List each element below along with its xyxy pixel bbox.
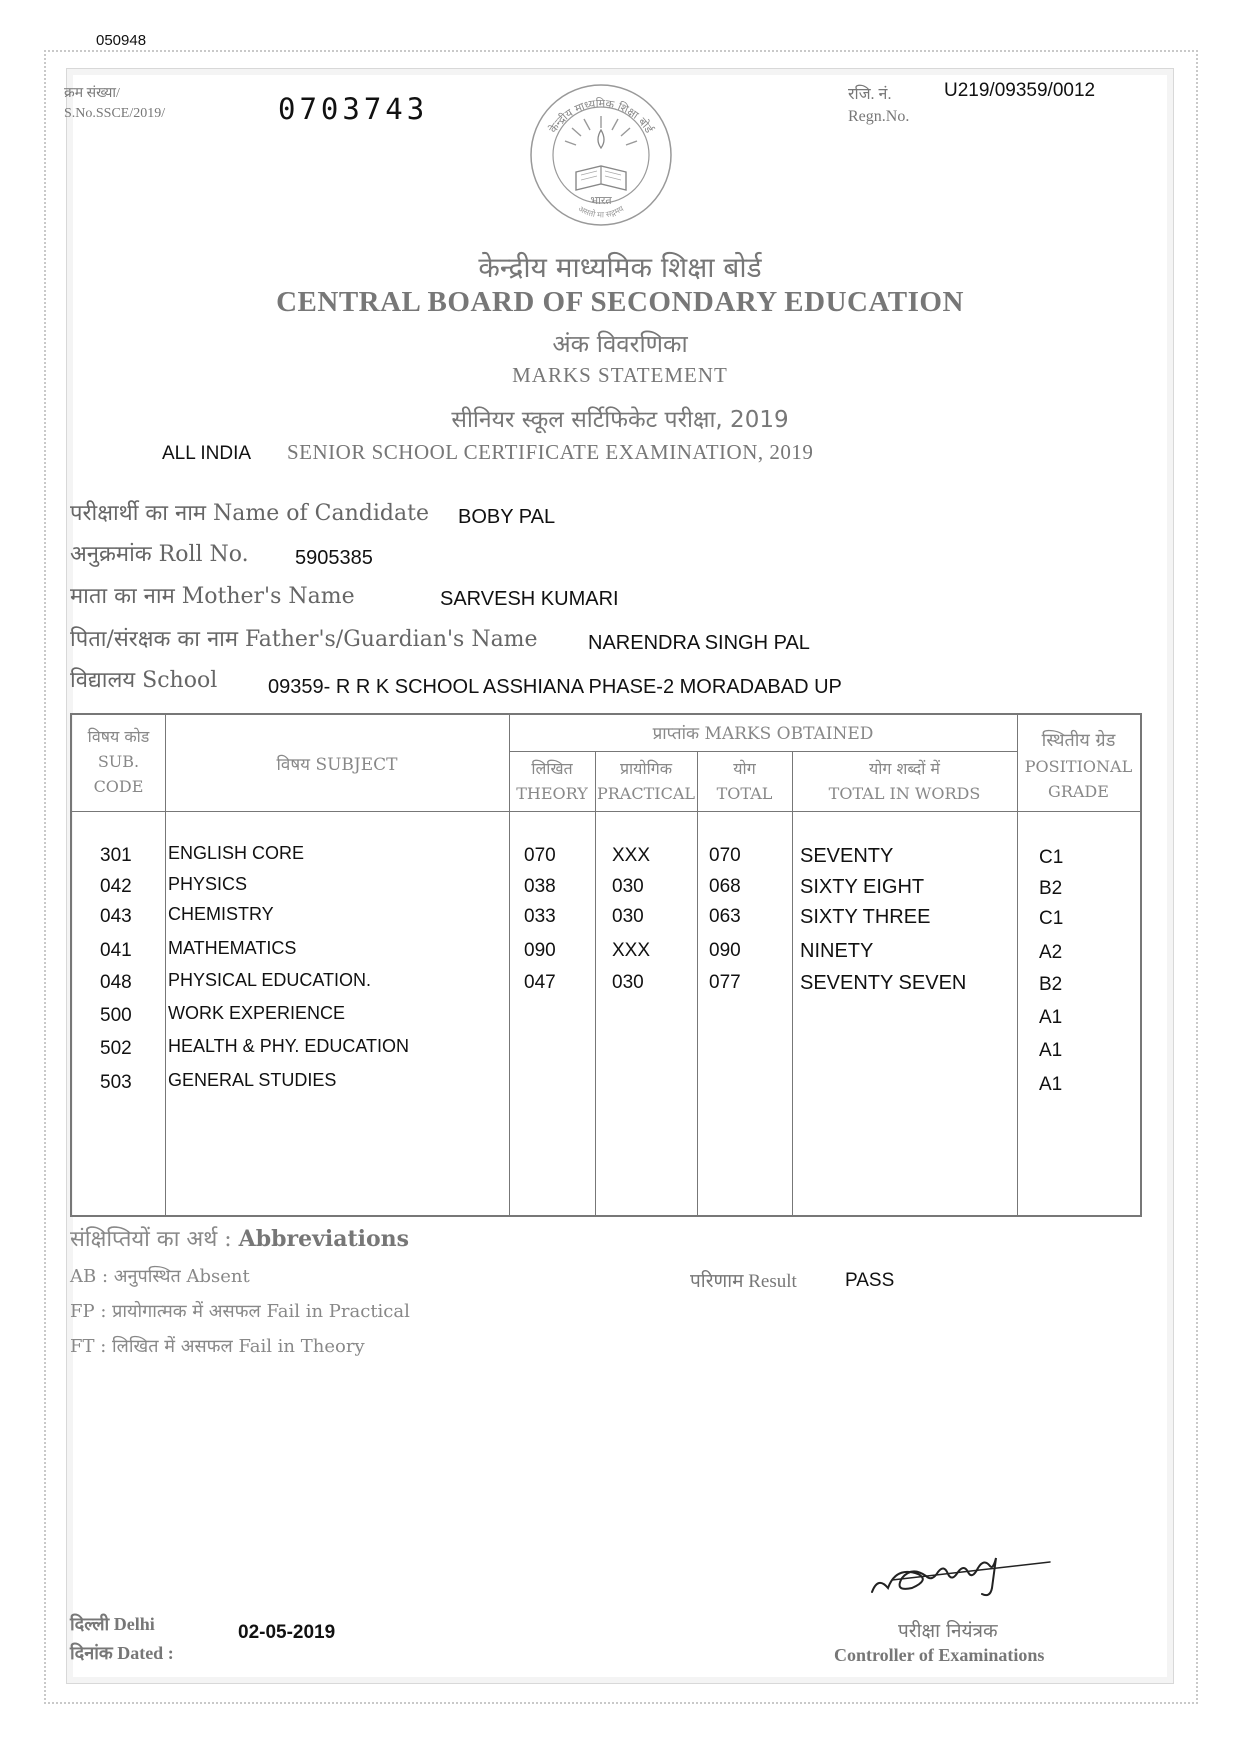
abbreviation-item: FP : प्रायोगात्मक में असफल Fail in Practical [70, 1301, 410, 1322]
controller-title-hindi: परीक्षा नियंत्रक [898, 1620, 998, 1642]
header-practical [595, 757, 697, 807]
candidate-name-value: BOBY PAL [458, 506, 556, 528]
cell-code: 502 [100, 1038, 132, 1059]
roll-no-value: 5905385 [295, 547, 373, 569]
cell-subject: PHYSICS [168, 874, 248, 894]
statement-title-hindi: अंक विवरणिका [552, 330, 688, 358]
cell-total: 070 [709, 845, 741, 866]
mother-name-label: माता का नाम Mother's Name [70, 584, 355, 609]
cbse-seal-emblem [526, 80, 676, 230]
marks-table [70, 713, 1142, 1217]
abbreviations-title-hi: संक्षिप्तियों का अर्थ : [70, 1227, 239, 1252]
cell-grade: C1 [1039, 908, 1064, 929]
candidate-name-label: परीक्षार्थी का नाम Name of Candidate [70, 501, 429, 526]
father-name-value: NARENDRA SINGH PAL [588, 632, 810, 654]
top-serial-number: 050948 [96, 32, 147, 49]
sno-label-hi: क्रम संख्या/ [64, 86, 120, 101]
cell-subject: WORK EXPERIENCE [168, 1003, 346, 1023]
cell-practical: 030 [612, 876, 644, 897]
cell-total-words: SIXTY THREE [800, 906, 931, 928]
cell-subject: CHEMISTRY [168, 904, 274, 924]
father-name-label: पिता/संरक्षक का नाम Father's/Guardian's Name [70, 627, 538, 652]
header-total-in-words [792, 757, 1017, 807]
footer-place: दिल्ली Delhi [70, 1614, 155, 1634]
cell-subject: GENERAL STUDIES [168, 1070, 337, 1090]
cell-subject: HEALTH & PHY. EDUCATION [168, 1036, 410, 1056]
header-code-hi: विषय कोड [87, 727, 150, 746]
regn-label-hi: रजि. नं. [848, 86, 892, 103]
cell-total: 090 [709, 940, 741, 961]
board-name-hindi: केन्द्रीय माध्यमिक शिक्षा बोर्ड [478, 251, 762, 284]
cell-grade: A2 [1039, 942, 1063, 963]
cell-code: 301 [100, 845, 132, 866]
regn-label-en: Regn.No. [848, 108, 910, 125]
cell-grade: A1 [1039, 1040, 1063, 1061]
header-marks-obtained: प्राप्तांक MARKS OBTAINED [652, 724, 874, 744]
cell-theory: 033 [524, 906, 556, 927]
roll-no-label: अनुक्रमांक Roll No. [70, 542, 249, 567]
header-grade-en2: GRADE [1048, 781, 1109, 801]
header-subject-code [72, 725, 165, 799]
header-code-en1: SUB. [97, 751, 140, 771]
abbreviation-item: FT : लिखित में असफल Fail in Theory [70, 1336, 365, 1357]
header-code-en2: CODE [93, 776, 144, 796]
regn-label [848, 84, 909, 128]
row-divider-header [72, 811, 1140, 812]
abbreviations-title [70, 1223, 409, 1253]
header-grade-en1: POSITIONAL [1024, 756, 1133, 776]
mother-name-value: SARVESH KUMARI [440, 588, 619, 610]
sno-label [64, 84, 165, 124]
col-divider-code [165, 715, 166, 1215]
seal-motto-text: असतो मा सद्गमय [576, 204, 626, 220]
cell-code: 500 [100, 1005, 132, 1026]
regn-value: U219/09359/0012 [944, 80, 1096, 101]
controller-title-english: Controller of Examinations [834, 1645, 1045, 1665]
cell-theory: 090 [524, 940, 556, 961]
header-words-en: TOTAL IN WORDS [828, 783, 981, 803]
header-total-en: TOTAL [716, 783, 773, 803]
cell-practical: 030 [612, 906, 644, 927]
cell-code: 042 [100, 876, 132, 897]
col-divider-practical [697, 751, 698, 1215]
cell-practical: XXX [612, 940, 651, 961]
cell-total-words: NINETY [800, 940, 874, 962]
region-label: ALL INDIA [162, 443, 252, 464]
exam-title-hindi: सीनियर स्कूल सर्टिफिकेट परीक्षा, 2019 [451, 407, 789, 433]
result-value: PASS [845, 1270, 895, 1291]
cell-code: 041 [100, 940, 132, 961]
header-theory-hi: लिखित [531, 759, 573, 778]
abbreviation-item: AB : अनुपस्थित Absent [70, 1266, 250, 1287]
cell-subject: ENGLISH CORE [168, 843, 305, 863]
header-words-hi: योग शब्दों में [868, 759, 941, 778]
header-total [697, 757, 792, 807]
statement-title-english: MARKS STATEMENT [512, 363, 728, 387]
cell-theory: 047 [524, 972, 556, 993]
cell-grade: B2 [1039, 878, 1063, 899]
result-label: परिणाम Result [690, 1271, 797, 1292]
school-value: 09359- R R K SCHOOL ASSHIANA PHASE-2 MORADABAD UP [268, 676, 842, 698]
cell-practical: 030 [612, 972, 644, 993]
cell-total: 077 [709, 972, 741, 993]
cell-total-words: SEVENTY [800, 845, 894, 867]
cell-grade: C1 [1039, 847, 1064, 868]
header-subject: विषय SUBJECT [276, 755, 398, 775]
col-divider-theory [595, 751, 596, 1215]
cell-grade: A1 [1039, 1074, 1063, 1095]
cell-code: 043 [100, 906, 132, 927]
header-grade-hi: स्थितीय ग्रेड [1041, 730, 1116, 751]
sno-label-en: S.No.SSCE/2019/ [64, 106, 166, 121]
board-name-english: CENTRAL BOARD OF SECONDARY EDUCATION [276, 286, 964, 318]
cell-theory: 038 [524, 876, 556, 897]
row-divider-subheader [509, 751, 1017, 752]
cell-code: 048 [100, 972, 132, 993]
cell-code: 503 [100, 1072, 132, 1093]
footer-date-value: 02-05-2019 [238, 1622, 336, 1643]
cell-total: 068 [709, 876, 741, 897]
header-practical-hi: प्रायोगिक [619, 759, 673, 778]
seal-country-text: भारत [590, 194, 612, 207]
controller-signature [862, 1540, 1062, 1610]
cell-practical: XXX [612, 845, 651, 866]
header-practical-en: PRACTICAL [596, 783, 696, 803]
cell-grade: B2 [1039, 974, 1063, 995]
school-label: विद्यालय School [70, 668, 218, 693]
header-theory-en: THEORY [516, 783, 588, 803]
header-theory [509, 757, 595, 807]
cell-total-words: SIXTY EIGHT [800, 876, 925, 898]
seal-ring-text: केन्द्रीय माध्यमिक शिक्षा बोर्ड [546, 96, 656, 136]
cell-subject: MATHEMATICS [168, 938, 297, 958]
cell-theory: 070 [524, 845, 556, 866]
exam-title-english: SENIOR SCHOOL CERTIFICATE EXAMINATION, 2019 [287, 440, 814, 464]
cell-grade: A1 [1039, 1007, 1063, 1028]
footer-dated-label: दिनांक Dated : [70, 1643, 174, 1663]
cell-total: 063 [709, 906, 741, 927]
header-total-hi: योग [733, 759, 756, 778]
header-positional-grade [1017, 727, 1140, 804]
abbreviations-title-en: Abbreviations [238, 1226, 410, 1252]
footer-place-date-labels [70, 1610, 174, 1668]
cell-total-words: SEVENTY SEVEN [800, 972, 967, 994]
sno-value: 0703743 [278, 92, 429, 126]
col-divider-total [792, 751, 793, 1215]
cell-subject: PHYSICAL EDUCATION. [168, 970, 372, 990]
